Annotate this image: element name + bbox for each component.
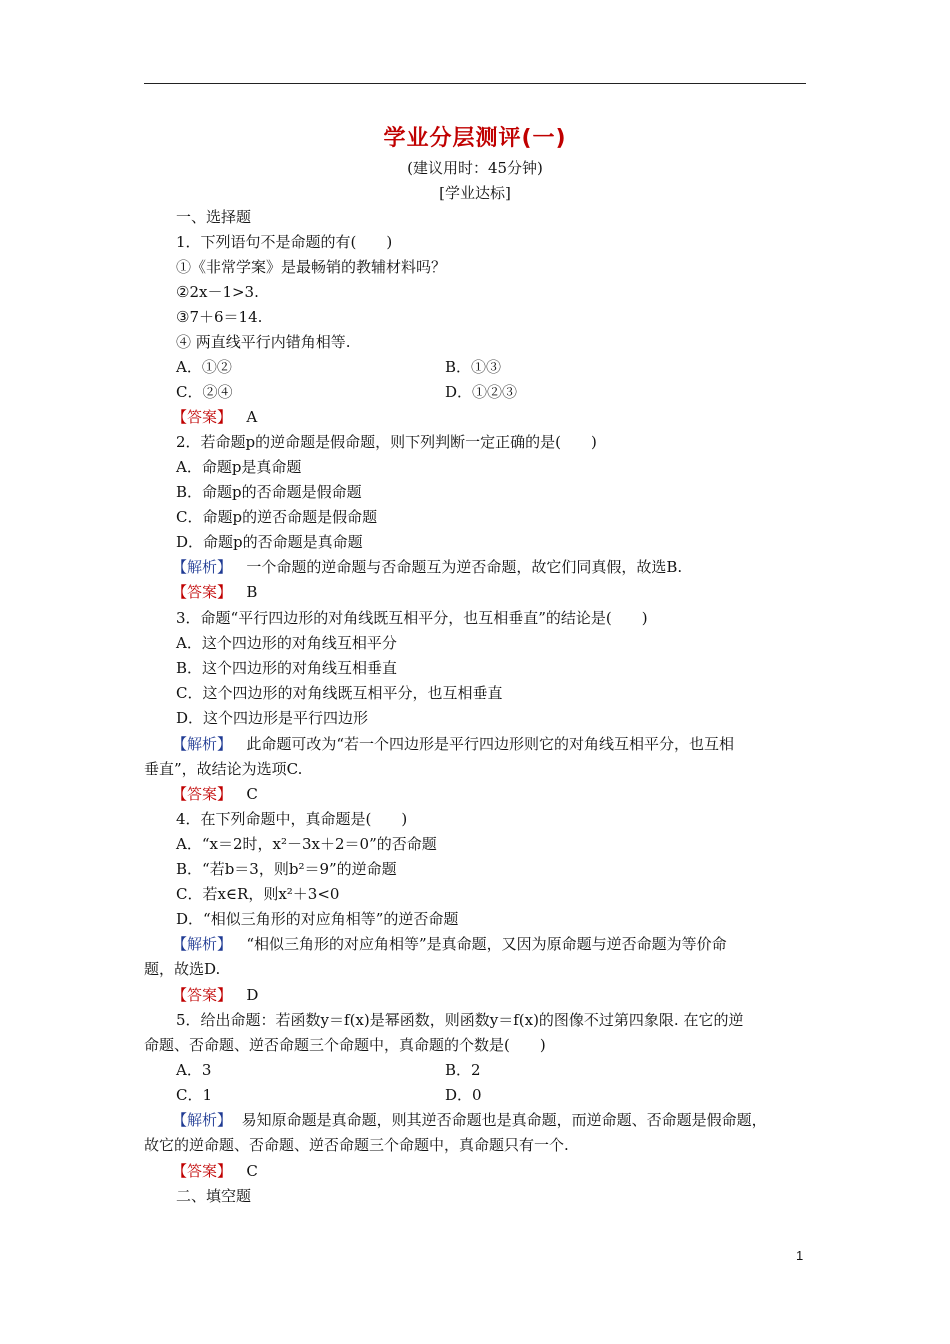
- answer-value: C: [246, 785, 258, 803]
- page-title: 学业分层测评(一): [383, 126, 567, 151]
- answer-label: 【答案】: [172, 986, 233, 1004]
- option: D．“相似三角形的对应角相等”的逆否命题: [176, 910, 459, 928]
- answer-value: D: [246, 986, 259, 1004]
- question-stem: 5．给出命题：若函数y＝f(x)是幂函数，则函数y＝f(x)的图像不过第四象限. 在它的逆: [176, 1011, 744, 1029]
- question-stem: 1．下列语句不是命题的有( ): [176, 233, 393, 251]
- option: D．命题p的否命题是真命题: [176, 533, 363, 551]
- question-item: ①《非常学案》是最畅销的教辅材料吗？: [176, 258, 447, 276]
- page-number: 1: [796, 1248, 804, 1263]
- header-rule: [144, 83, 806, 84]
- explain-label: 【解析】: [172, 1111, 233, 1129]
- explain-line: [172, 934, 727, 954]
- option: A．这个四边形的对角线互相平分: [176, 634, 397, 652]
- explain-text: 易知原命题是真命题，则其逆否命题也是真命题，而逆命题、否命题是假命题，: [241, 1111, 767, 1129]
- section-heading: 一、选择题: [176, 208, 252, 226]
- explain-line: [172, 734, 734, 754]
- option: D．这个四边形是平行四边形: [176, 709, 369, 727]
- explain-label: 【解析】: [172, 935, 233, 953]
- answer-value: A: [246, 408, 258, 426]
- option: C．②④: [176, 383, 233, 401]
- explain-line: [172, 557, 682, 577]
- explain-line: [172, 1110, 767, 1130]
- option: D．0: [445, 1086, 482, 1104]
- answer-label: 【答案】: [172, 583, 233, 601]
- answer-line: [172, 985, 258, 1005]
- option: C．1: [176, 1086, 213, 1104]
- question-item: ②2x－1>3.: [176, 283, 259, 301]
- option: A．①②: [176, 358, 232, 376]
- answer-line: [172, 582, 257, 602]
- option: A．“x＝2时，x²－3x＋2＝0”的否命题: [176, 835, 437, 853]
- answer-line: [172, 784, 258, 804]
- answer-label: 【答案】: [172, 1162, 233, 1180]
- answer-line: [172, 407, 257, 427]
- option: B．2: [445, 1061, 481, 1079]
- option: B．这个四边形的对角线互相垂直: [176, 659, 398, 677]
- option: C．若x∈R，则x²＋3<0: [176, 885, 340, 903]
- answer-label: 【答案】: [172, 785, 233, 803]
- time-note: (建议用时：45分钟): [407, 159, 543, 177]
- answer-value: B: [246, 583, 258, 601]
- option: B．命题p的否命题是假命题: [176, 483, 362, 501]
- option: A．命题p是真命题: [176, 458, 302, 476]
- explain-text-cont: 故它的逆命题、否命题、逆否命题三个命题中，真命题只有一个.: [144, 1136, 569, 1154]
- explain-text-cont: 垂直”，故结论为选项C.: [144, 760, 303, 778]
- option: D．①②③: [445, 383, 518, 401]
- question-item: ③7＋6＝14.: [176, 308, 263, 326]
- option: A．3: [176, 1061, 212, 1079]
- question-stem-cont: 命题、否命题、逆否命题三个命题中，真命题的个数是( ): [144, 1036, 546, 1054]
- answer-value: C: [246, 1162, 258, 1180]
- option: C．这个四边形的对角线既互相平分，也互相垂直: [176, 684, 503, 702]
- explain-text: “相似三角形的对应角相等”是真命题，又因为原命题与逆否命题为等价命: [246, 935, 727, 953]
- question-stem: 2．若命题p的逆命题是假命题，则下列判断一定正确的是( ): [176, 433, 597, 451]
- question-item: ④ 两直线平行内错角相等.: [176, 333, 351, 351]
- option: B．①③: [445, 358, 502, 376]
- question-stem: 4．在下列命题中，真命题是( ): [176, 810, 408, 828]
- explain-label: 【解析】: [172, 735, 233, 753]
- option: B．“若b＝3，则b²＝9”的逆命题: [176, 860, 397, 878]
- question-stem: 3．命题“平行四边形的对角线既互相平分，也互相垂直”的结论是( ): [176, 609, 648, 627]
- answer-line: [172, 1161, 258, 1181]
- explain-text: 一个命题的逆命题与否命题互为逆否命题，故它们同真假，故选B.: [246, 558, 683, 576]
- section-heading: 二、填空题: [176, 1187, 252, 1205]
- answer-label: 【答案】: [172, 408, 233, 426]
- option: C．命题p的逆否命题是假命题: [176, 508, 378, 526]
- explain-text: 此命题可改为“若一个四边形是平行四边形则它的对角线互相平分，也互相: [246, 735, 734, 753]
- explain-label: 【解析】: [172, 558, 233, 576]
- explain-text-cont: 题，故选D.: [144, 960, 221, 978]
- section-tag: [学业达标]: [439, 184, 511, 202]
